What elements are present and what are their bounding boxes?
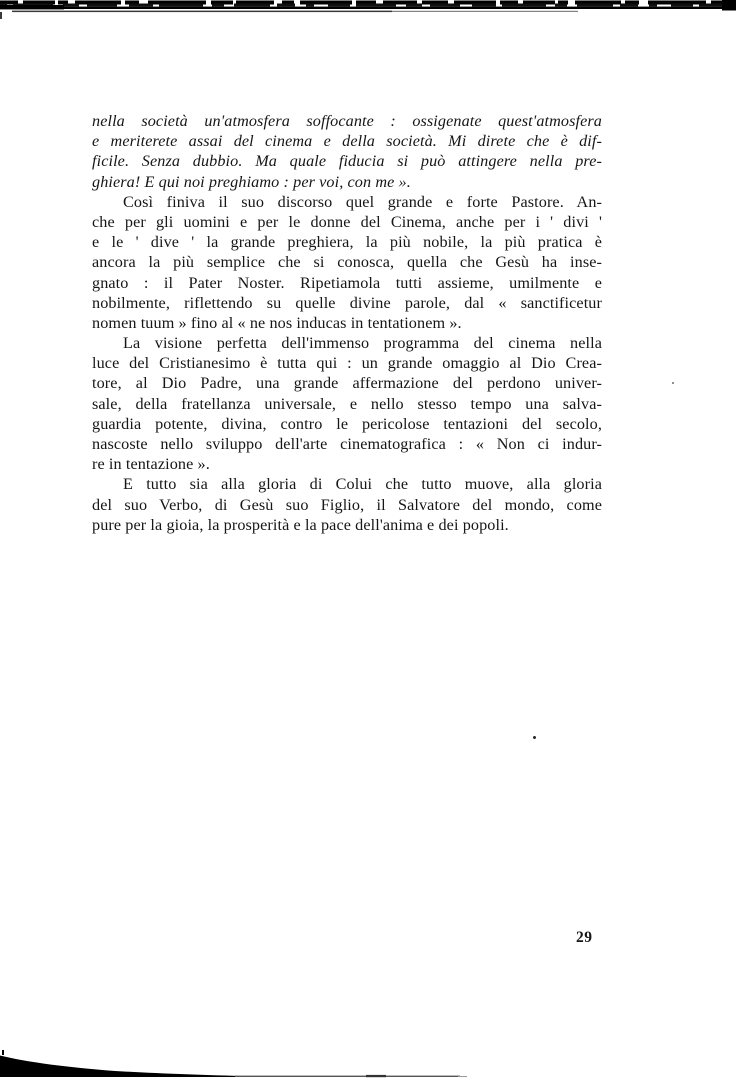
text-line: che per gli uomini e per le donne del Cinema, anche per i ' divi ' — [92, 212, 602, 231]
text-line: Così finiva il suo discorso quel grande e forte Pastore. An- — [123, 192, 602, 211]
text-line: E tutto sia alla gloria di Colui che tutto muove, alla gloria — [123, 475, 602, 494]
text-line: e le ' dive ' la grande preghiera, la più nobile, la più pratica è — [92, 233, 602, 252]
text-line: ancora la più semplice che si conosca, quella che Gesù ha inse- — [92, 253, 602, 272]
page-number: 29 — [576, 929, 593, 946]
text-line: del suo Verbo, di Gesù suo Figlio, il Salvatore del mondo, come — [92, 495, 602, 514]
text-line: ficile. Senza dubbio. Ma quale fiducia si può attingere nella pre- — [92, 152, 602, 171]
text-line: luce del Cristianesimo è tutta qui : un grande omaggio al Dio Crea- — [92, 354, 602, 373]
text-line: ghiera! E qui noi preghiamo : per voi, con me ». — [92, 172, 411, 191]
text-line: re in tentazione ». — [92, 455, 210, 474]
scan-speck — [672, 382, 674, 384]
text-line: nobilmente, riflettendo su quelle divine parole, dal « sanctificetur — [92, 293, 602, 312]
scan-artifact-bottom-corner — [0, 1054, 736, 1080]
text-line: guardia potente, divina, contro le pericolose tentazioni del secolo, — [92, 414, 602, 433]
text-line: e meriterete assai del cinema e della società. Mi direte che è dif- — [92, 132, 602, 151]
text-line: sale, della fratellanza universale, e nello stesso tempo una salva- — [92, 394, 602, 413]
scan-speck — [533, 736, 536, 739]
scan-artifact-top-edge — [0, 0, 736, 24]
text-line: tore, al Dio Padre, una grande affermazione del perdono univer- — [92, 374, 602, 393]
text-line: nella società un'atmosfera soffocante : ossigenate quest'atmosfera — [92, 112, 602, 130]
text-line: nascoste nello sviluppo dell'arte cinematografica : « Non ci indur- — [92, 435, 602, 453]
text-line: pure per la gioia, la prosperità e la pace dell'anima e dei popoli. — [92, 515, 509, 534]
body-text — [92, 111, 602, 535]
text-line: nomen tuum » fino al « ne nos inducas in tentationem ». — [92, 313, 462, 332]
scan-speck-left-edge — [0, 12, 2, 19]
text-line: gnato : il Pater Noster. Ripetiamola tutti assieme, umilmente e — [92, 273, 602, 292]
text-line: La visione perfetta dell'immenso programma del cinema nella — [123, 334, 602, 353]
